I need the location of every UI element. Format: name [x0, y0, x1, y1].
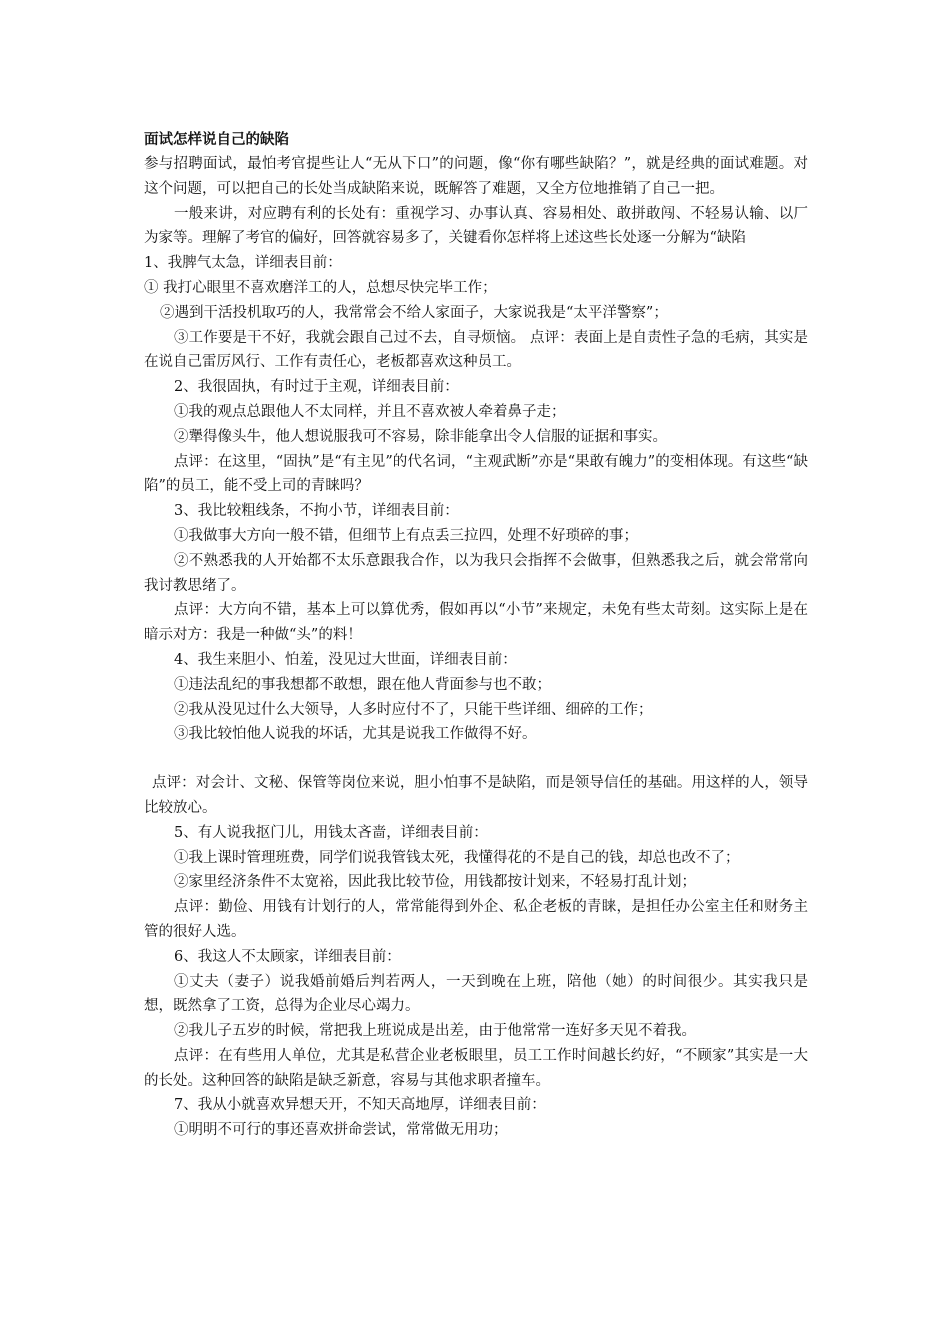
document-page [144, 128, 808, 1143]
item-heading-2: 2、我很固执，有时过于主观，详细表目前： [174, 379, 459, 396]
item-detail: ①我的观点总跟他人不太同样，并且不喜欢被人牵着鼻子走； [174, 403, 566, 420]
item-detail: ①我上课时管理班费，同学们说我管钱太死，我懂得花的不是自己的钱，却总也改不了； [174, 849, 740, 866]
item-detail: ②我从没见过什么大领导，人多时应付不了，只能干些详细、细碎的工作； [174, 701, 653, 718]
item-detail: ②遇到干活投机取巧的人，我常常会不给人家面子，大家说我是“太平洋警察”； [160, 304, 668, 321]
item-heading-6: 6、我这人不太顾家，详细表目前： [174, 948, 401, 965]
item-detail: ①明明不可行的事还喜欢拼命尝试，常常做无用功； [174, 1122, 508, 1139]
comment-paragraph: 点评：大方向不错，基本上可以算优秀，假如再以“小节”来规定，未免有些太苛刻。这实际上是在暗示对方：我是一种做“头”的料！ [144, 602, 808, 644]
item-heading-1: 1、我脾气太急，详细表目前： [144, 255, 342, 272]
item-detail: ①我做事大方向一般不错，但细节上有点丢三拉四，处理不好琐碎的事； [174, 527, 638, 544]
document-title: 面试怎样说自己的缺陷 [144, 132, 289, 148]
item-detail: ①丈夫（妻子）说我婚前婚后判若两人，一天到晚在上班，陪他（她）的时间很少。其实我只是想，既然拿了工资，总得为企业尽心竭力。 [144, 973, 808, 1015]
item-detail: ②犟得像头牛，他人想说服我可不容易，除非能拿出令人信服的证据和事实。 [174, 428, 667, 445]
paragraph-intro: 参与招聘面试，最怕考官提些让人“无从下口”的问题，像“你有哪些缺陷？”，就是经典的面试难题。对这个问题，可以把自己的长处当成缺陷来说，既解答了难题，又全方位地推销了自己一把。 [144, 156, 808, 197]
item-detail: ②家里经济条件不太宽裕，因此我比较节俭，用钱都按计划来，不轻易打乱计划； [174, 874, 696, 891]
item-detail: ②不熟悉我的人开始都不太乐意跟我合作，以为我只会指挥不会做事，但熟悉我之后，就会常常向我讨教思绪了。 [144, 552, 808, 594]
item-detail: ① 我打心眼里不喜欢磨洋工的人，总想尽快完毕工作； [144, 279, 497, 296]
blank-line [144, 747, 808, 771]
item-detail: ③工作要是干不好，我就会跟自己过不去，自寻烦恼。 点评：表面上是自责性子急的毛病，其实是在说自己雷厉风行、工作有责任心，老板都喜欢这种员工。 [144, 329, 808, 371]
item-heading-7: 7、我从小就喜欢异想天开，不知天高地厚，详细表目前： [174, 1097, 546, 1114]
comment-paragraph: 点评：在这里，“固执”是“有主见”的代名词，“主观武断”亦是“果敢有魄力”的变相体现。有这些“缺陷”的员工，能不受上司的青睐吗？ [144, 453, 808, 495]
item-detail: ③我比较怕他人说我的坏话，尤其是说我工作做得不好。 [174, 726, 537, 743]
comment-paragraph: 点评：对会计、文秘、保管等岗位来说，胆小怕事不是缺陷，而是领导信任的基础。用这样的人，领导比较放心。 [144, 775, 808, 816]
item-detail: ②我儿子五岁的时候，常把我上班说成是出差，由于他常常一连好多天见不着我。 [174, 1023, 696, 1040]
comment-paragraph: 点评：勤俭、用钱有计划行的人，常常能得到外企、私企老板的青睐，是担任办公室主任和财务主管的很好人选。 [144, 899, 808, 940]
paragraph-strengths: 一般来讲，对应聘有利的长处有：重视学习、办事认真、容易相处、敢拼敢闯、不轻易认输、以厂为家等。理解了考官的偏好，回答就容易多了，关键看你怎样将上述这些长处逐一分解为“缺陷 [144, 205, 808, 247]
item-detail: ①违法乱纪的事我想都不敢想，跟在他人背面参与也不敢； [174, 676, 551, 693]
comment-paragraph: 点评：在有些用人单位，尤其是私营企业老板眼里，员工工作时间越长约好，“不顾家”其实是一大的长处。这种回答的缺陷是缺乏新意，容易与其他求职者撞车。 [144, 1047, 808, 1089]
item-heading-5: 5、有人说我抠门儿，用钱太吝啬，详细表目前： [174, 824, 488, 841]
item-heading-4: 4、我生来胆小、怕羞，没见过大世面，详细表目前： [174, 651, 517, 668]
item-heading-3: 3、我比较粗线条，不拘小节，详细表目前： [174, 503, 459, 520]
